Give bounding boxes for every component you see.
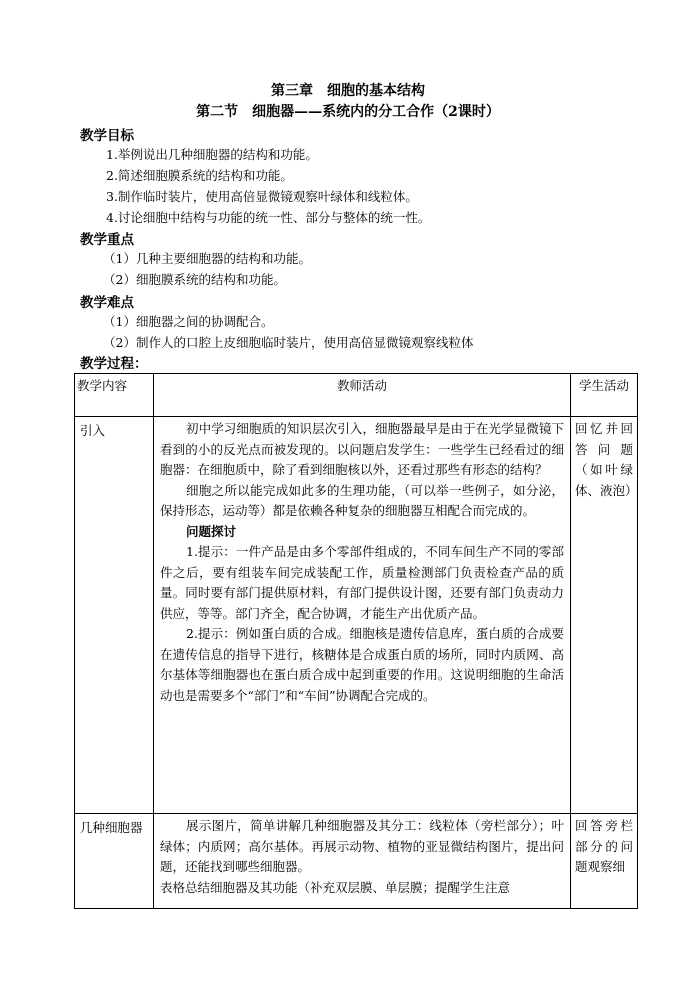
teacher-paragraph: 2.提示：例如蛋白质的合成。细胞核是遗传信息库，蛋白质的合成要在遗传信息的指导下进行，核糖体是合成蛋白质的场所，同时内质网、高尔基体等细胞器也在蛋白质合成中起到重要的作用。这说明细胞的生命活动也是需要多个“部门”和“车间”协调配合完成的。 (160, 626, 564, 703)
difficulties-heading: 教学难点 (80, 295, 134, 311)
teacher-paragraph: 展示图片，简单讲解几种细胞器及其分工：线粒体（旁栏部分）；叶绿体；内质网；高尔基体。再展示动物、植物的亚显微结构图片，提出问题，还能找到哪些细胞器。 (160, 818, 564, 874)
teacher-paragraph: 细胞之所以能完成如此多的生理功能，（可以举一些例子，如分泌，保持形态，运动等）都是依赖各种复杂的细胞器互相配合而完成的。 (160, 482, 564, 518)
header-teacher: 教师活动 (154, 374, 571, 417)
chapter-title: 第三章 细胞的基本结构 (271, 83, 425, 99)
key-point-item: （1）几种主要细胞器的结构和功能。 (103, 251, 311, 266)
row-content: 引入 (75, 417, 154, 814)
row-student: 回答旁栏部分的问题观察细 (571, 814, 638, 909)
table-row (75, 417, 638, 814)
table-header-row (75, 374, 638, 417)
row-teacher (154, 417, 571, 814)
table-row (75, 814, 638, 909)
difficulty-item: （1）细胞器之间的协调配合。 (103, 314, 274, 329)
header-content: 教学内容 (75, 374, 154, 417)
difficulty-item: （2）制作人的口腔上皮细胞临时装片，使用高倍显微镜观察线粒体 (103, 335, 474, 350)
teacher-paragraph: 表格总结细胞器及其功能（补充双层膜、单层膜；提醒学生注意 (160, 879, 511, 895)
subheading: 问题探讨 (186, 523, 237, 539)
section-title: 第二节 细胞器——系统内的分工合作（2课时） (196, 104, 500, 120)
process-heading: 教学过程： (80, 356, 148, 372)
row-content: 几种细胞器 (75, 814, 154, 909)
teacher-paragraph: 1.提示：一件产品是由多个零部件组成的，不同车间生产不同的零部件之后，要有组装车间完成装配工作，质量检测部门负责检查产品的质量。同时要有部门提供原材料，有部门提供设计图，还要有部门负责动力供应，等等。部门齐全，配合协调，才能生产出优质产品。 (160, 544, 564, 621)
teacher-paragraph: 初中学习细胞质的知识层次引入，细胞器最早是由于在光学显微镜下看到的小的反光点而被发现的。以问题启发学生：一些学生已经看过的细胞器：在细胞质中，除了看到细胞核以外，还看过那些有形态的结构？ (160, 421, 564, 477)
objectives-heading: 教学目标 (80, 128, 134, 144)
objective-item: 3.制作临时装片，使用高倍显微镜观察叶绿体和线粒体。 (106, 189, 418, 204)
row-teacher (154, 814, 571, 909)
process-table (74, 373, 638, 909)
objective-item: 4.讨论细胞中结构与功能的统一性、部分与整体的统一性。 (106, 210, 431, 225)
header-student: 学生活动 (571, 374, 638, 417)
row-student: 回忆并回答问题（如叶绿体、液泡） (571, 417, 638, 814)
key-point-item: （2）细胞膜系统的结构和功能。 (103, 272, 286, 287)
objective-item: 2.简述细胞膜系统的结构和功能。 (106, 168, 293, 183)
key-points-heading: 教学重点 (80, 232, 134, 248)
objective-item: 1.举例说出几种细胞器的结构和功能。 (106, 147, 318, 162)
